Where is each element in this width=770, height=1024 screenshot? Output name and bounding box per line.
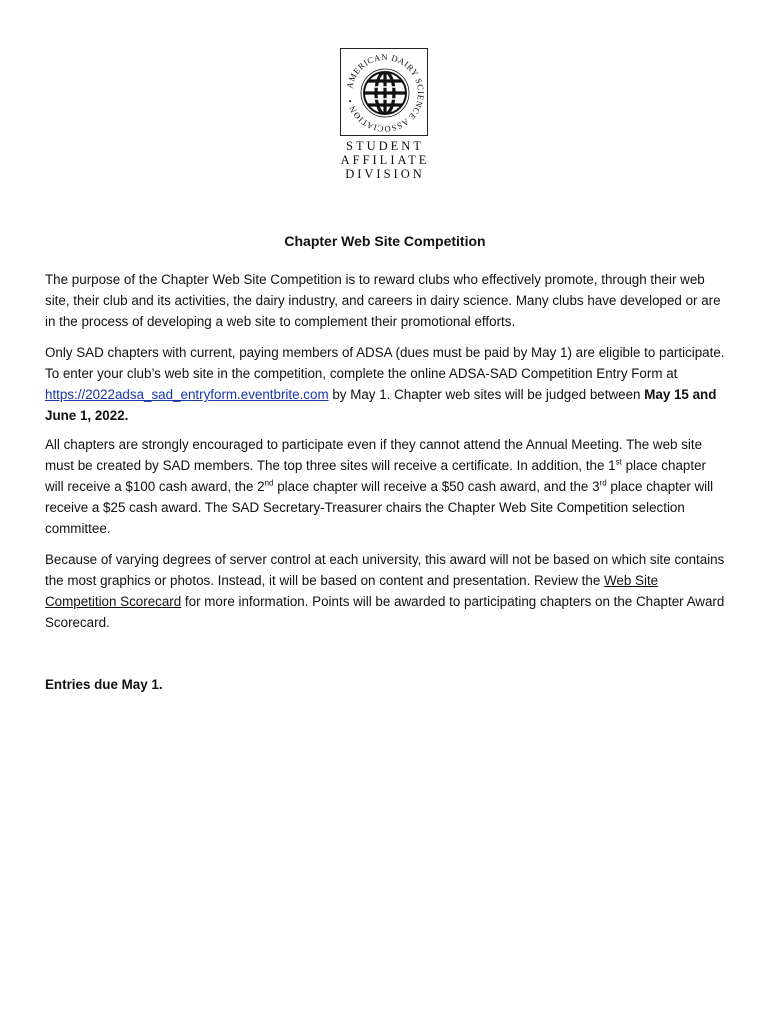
paragraph-purpose: The purpose of the Chapter Web Site Competition is to reward clubs who effectively promote, through their web site, their club and its activities, the dairy industry, and careers in dairy science. Many clubs have developed or are in the process of developing a web site to complement their promotional efforts. bbox=[45, 272, 721, 329]
entries-deadline: Entries due May 1. bbox=[45, 677, 163, 692]
awards-text-1: All chapters are strongly encouraged to participate even if they cannot attend the Annual Meeting. The web site must be created by SAD members. The top three sites will receive a certificate. In addition, the 1 bbox=[45, 437, 703, 473]
logo-line-student: STUDENT bbox=[346, 139, 424, 153]
adsa-sad-logo bbox=[337, 46, 433, 182]
judging-dates: May 15 and June 1, 2022. bbox=[45, 387, 717, 423]
ordinal-st: st bbox=[615, 457, 622, 467]
scoring-text-2: for more information. Points will be awarded to participating chapters on the Chapter Award Scorecard. bbox=[45, 594, 725, 630]
page-title: Chapter Web Site Competition bbox=[284, 233, 486, 249]
globe-seal-icon bbox=[341, 49, 429, 137]
awards-text-4: place chapter will receive a $25 cash award. The SAD Secretary-Treasurer chairs the Chapter Web Site Competition selection committee. bbox=[45, 479, 714, 536]
logo-line-affiliate: AFFILIATE bbox=[340, 153, 430, 167]
awards-text-2: place chapter will receive a $100 cash award, the 2 bbox=[45, 458, 706, 494]
paragraph-awards bbox=[45, 434, 725, 539]
eligibility-text: Only SAD chapters with current, paying members of ADSA (dues must be paid by May 1) are eligible to participate. To enter your club’s web site in the competition, complete the online ADSA-SAD Competition Entry Form at bbox=[45, 345, 725, 381]
scorecard-link[interactable]: Web Site Competition Scorecard bbox=[45, 573, 659, 609]
logo-ring-text: AMERICAN DAIRY SCIENCE ASSOCIATION • bbox=[344, 51, 427, 135]
eligibility-deadline-text: by May 1. Chapter web sites will be judged between bbox=[328, 387, 645, 402]
ordinal-rd: rd bbox=[599, 478, 607, 488]
ordinal-nd: nd bbox=[264, 478, 274, 488]
awards-text-3: place chapter will receive a $50 cash award, and the 3 bbox=[273, 479, 600, 494]
scoring-text-1: Because of varying degrees of server control at each university, this award will not be based on which site contains the most graphics or photos. Instead, it will be based on content and presentation. Review the bbox=[45, 552, 725, 588]
logo-frame bbox=[340, 48, 428, 136]
paragraph-eligibility bbox=[45, 342, 725, 426]
entry-form-link[interactable]: https://2022adsa_sad_entryform.eventbrite.com bbox=[45, 387, 329, 402]
paragraph-scoring bbox=[45, 549, 725, 633]
logo-line-division: DIVISION bbox=[345, 167, 425, 181]
